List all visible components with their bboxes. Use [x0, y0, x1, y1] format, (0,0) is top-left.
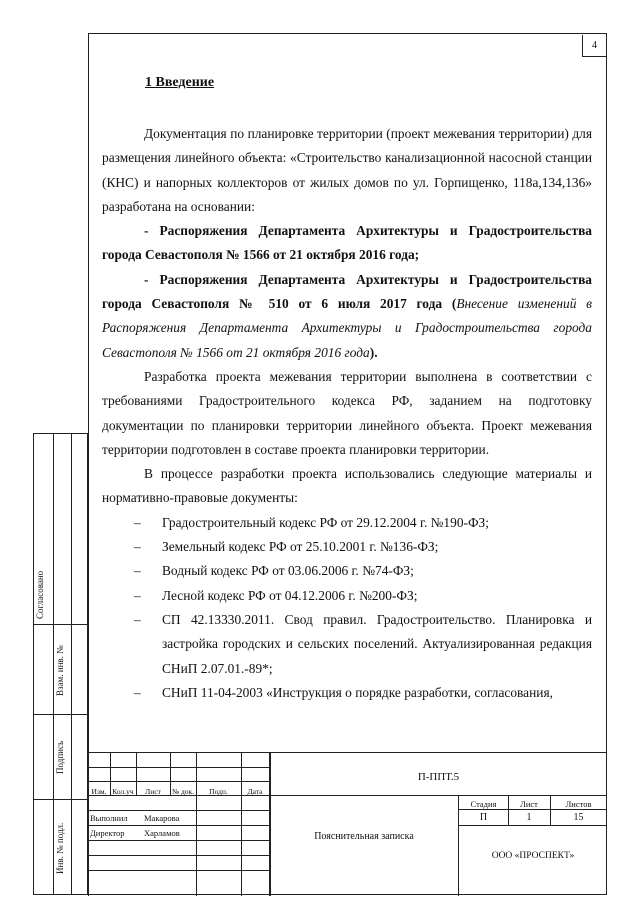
list-dash: –: [134, 563, 141, 579]
role-performed: Выполнил: [90, 813, 128, 823]
order-510: [102, 268, 592, 365]
agreed-label: Согласовано: [35, 570, 45, 619]
list-item: [102, 559, 592, 583]
title-block-rule: [459, 809, 607, 810]
list-item: [102, 608, 592, 681]
title-block-rule: [88, 840, 270, 841]
header-count: Кол.уч: [112, 787, 134, 796]
sheet-value: 1: [526, 812, 532, 823]
list-item-text: СНиП 11-04-2003 «Инструкция о порядке разработки, согласования,: [162, 684, 553, 700]
order-510-text: - Распоряжения Департамента Архитектуры и Градостроительства города Севастополя № 510 от 6 июля 2017 года (: [102, 271, 592, 312]
title-block-rule: [88, 810, 270, 811]
list-item: [102, 535, 592, 559]
side-divider: [34, 624, 87, 625]
header-change: Изм.: [91, 787, 107, 796]
title-block: [88, 752, 607, 895]
list-dash: –: [134, 587, 141, 603]
list-item: [102, 584, 592, 608]
materials-paragraph: В процессе разработки проекта использовались следующие материалы и нормативно-правовые документы:: [102, 466, 592, 506]
stage-value: П: [479, 812, 488, 823]
list-dash: –: [134, 684, 141, 700]
stage-label: Стадия: [470, 799, 497, 809]
sheets-value: 15: [573, 812, 584, 823]
list-item-text: Лесной кодекс РФ от 04.12.2006 г. №200-ФЗ;: [162, 587, 418, 603]
sheets-label: Листов: [565, 799, 592, 809]
title-block-rule: [458, 795, 459, 896]
title-block-rule: [88, 781, 270, 782]
order-1566: - Распоряжения Департамента Архитектуры и Градостроительства города Севастополя № 1566 от 21 октября 2016 года;: [102, 223, 592, 263]
list-item-text: СП 42.13330.2011. Свод правил. Градостроительство. Планировка и застройка городских и сельских поселений. Актуализированная редакция СНиП 2.07.01.-89*;: [162, 611, 592, 676]
order-510-end: ).: [369, 344, 378, 360]
document-body: [102, 122, 592, 705]
list-item: [102, 681, 592, 705]
title-block-rule: [459, 825, 607, 826]
side-column: [34, 434, 54, 894]
intro-paragraph: Документация по планировке территории (проект межевания территории) для размещения линейного объекта: «Строительство канализационной насосной станции (КНС) и напорных коллекторов от жилых домов по ул. Горпищенко, 118а,134,136» разработана на основании:: [102, 126, 592, 214]
header-date: Дата: [247, 787, 263, 796]
title-block-rule: [88, 855, 270, 856]
list-item-text: Водный кодекс РФ от 03.06.2006 г. №74-ФЗ;: [162, 563, 414, 579]
company-name: ООО «ПРОСПЕКТ»: [491, 851, 575, 861]
document-name: Пояснительная записка: [314, 831, 414, 842]
section-heading: 1 Введение: [145, 75, 215, 90]
replace-inventory-label: Взам. инв. №: [55, 645, 65, 696]
inventory-label: Инв. № подл.: [55, 822, 65, 874]
side-divider: [34, 714, 87, 715]
page-number: 4: [582, 35, 606, 57]
header-doc: № док.: [171, 787, 195, 796]
document-code: П-ППТ.5: [417, 771, 460, 783]
header-sheet: Лист: [145, 787, 161, 796]
side-divider: [34, 799, 87, 800]
sheet-label: Лист: [520, 799, 538, 809]
title-block-rule: [88, 870, 270, 871]
side-stamp: [33, 433, 88, 895]
order-510-amendment: Внесение изменений в Распоряжения Департамента Архитектуры и Градостроительства города Севастополя № 1566 от 21 октября 2016 года: [102, 296, 592, 360]
list-dash: –: [134, 611, 141, 627]
list-item-text: Земельный кодекс РФ от 25.10.2001 г. №136-ФЗ;: [162, 539, 439, 555]
header-sign: Подп.: [209, 787, 228, 796]
name-performed: Макарова: [144, 813, 180, 823]
signature-label: Подпись: [55, 740, 65, 774]
role-director: Директор: [90, 828, 125, 838]
title-block-rule: [88, 825, 270, 826]
title-block-rule: [88, 767, 270, 768]
name-director: Харламов: [144, 828, 180, 838]
list-item: [102, 511, 592, 535]
list-dash: –: [134, 539, 141, 555]
list-dash: –: [134, 514, 141, 530]
list-item-text: Градостроительный кодекс РФ от 29.12.2004 г. №190-ФЗ;: [162, 514, 489, 530]
development-paragraph: Разработка проекта межевания территории выполнена в соответствии с требованиями Градостроительного кодекса РФ, заданием на подготовку документации по планировки территории линейного объекта. Проект межевания территории подготовлен в составе проекта планировки территории.: [102, 368, 592, 457]
documents-list: [102, 511, 592, 705]
